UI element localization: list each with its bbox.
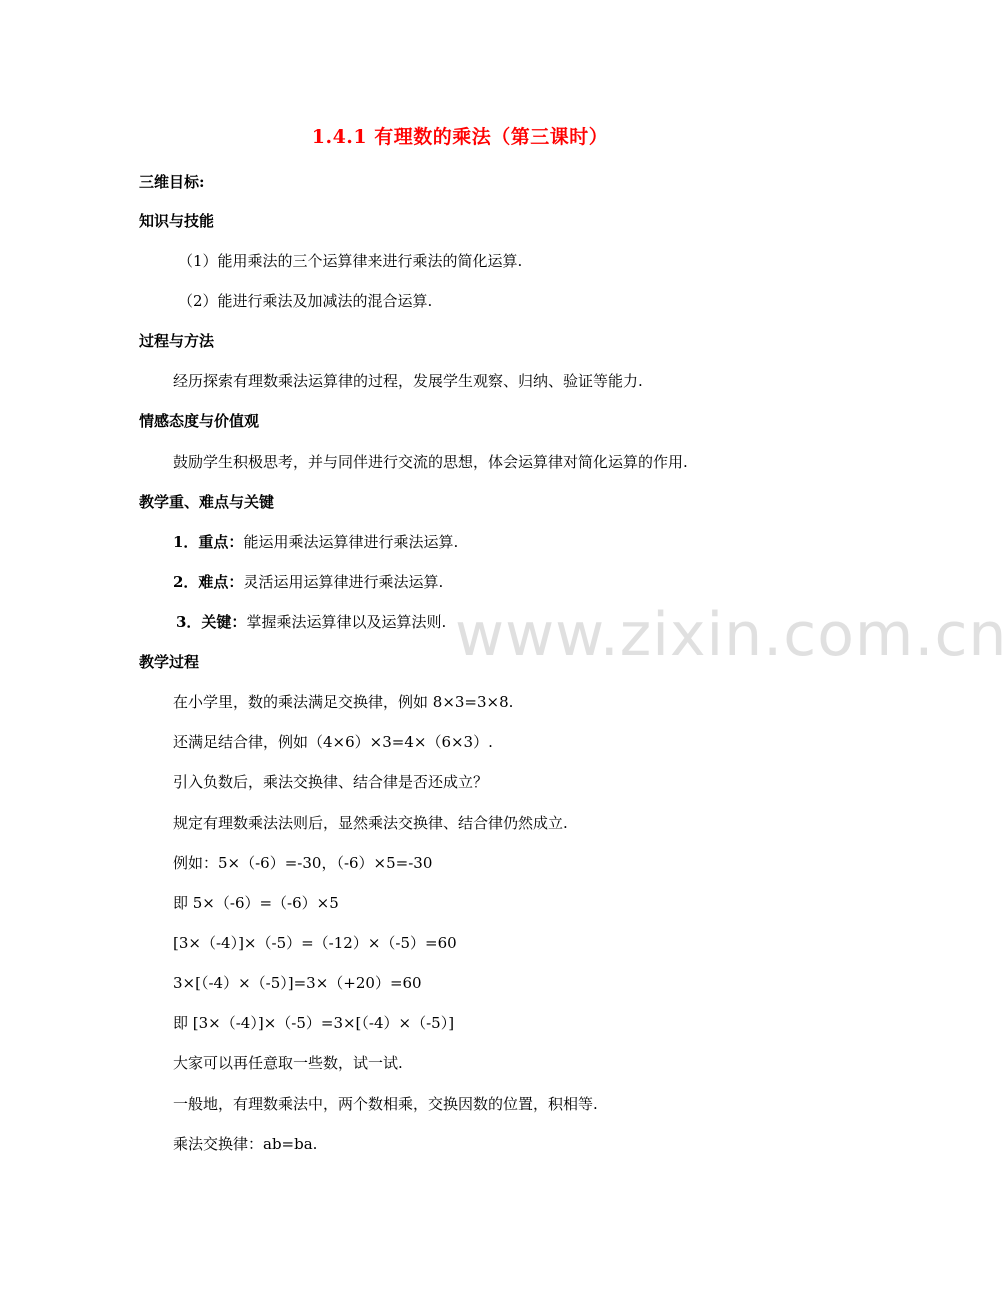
key-points-heading: 教学重、难点与关键 (139, 493, 275, 511)
teaching-line: 在小学里，数的乘法满足交换律，例如 8×3=3×8. (173, 693, 514, 711)
difficulty-point-label: 2．难点： (173, 573, 244, 591)
watermark-text: www.zixin.com.cn (455, 600, 1007, 670)
emotion-heading: 情感态度与价值观 (139, 412, 260, 430)
crux-point-item (176, 612, 446, 632)
teaching-line: [3×（-4）]×（-5）=（-12）×（-5）=60 (173, 934, 457, 952)
difficulty-point-text: 灵活运用运算律进行乘法运算. (243, 573, 444, 591)
teaching-line: 即 5×（-6）=（-6）×5 (173, 894, 339, 912)
teaching-line: 大家可以再任意取一些数，试一试. (173, 1054, 403, 1072)
difficulty-point-item (173, 572, 443, 592)
knowledge-item-1: （1）能用乘法的三个运算律来进行乘法的简化运算. (178, 252, 523, 270)
teaching-process-heading: 教学过程 (139, 653, 200, 671)
process-method-text: 经历探索有理数乘法运算律的过程，发展学生观察、归纳、验证等能力. (173, 372, 643, 390)
key-point-text: 能运用乘法运算律进行乘法运算. (243, 533, 459, 551)
key-point-item (173, 532, 458, 552)
knowledge-heading: 知识与技能 (139, 212, 215, 230)
teaching-line: 例如：5×（-6）=-30，（-6）×5=-30 (173, 854, 433, 872)
knowledge-item-2: （2）能进行乘法及加减法的混合运算. (178, 292, 433, 310)
document-title: 1.4.1 有理数的乘法（第三课时） (311, 126, 609, 148)
teaching-line: 引入负数后，乘法交换律、结合律是否还成立？ (173, 773, 489, 791)
teaching-line: 即 [3×（-4）]×（-5）=3×[（-4）×（-5）] (173, 1014, 455, 1032)
emotion-text: 鼓励学生积极思考，并与同伴进行交流的思想，体会运算律对简化运算的作用. (173, 453, 688, 471)
crux-point-text: 掌握乘法运算律以及运算法则. (246, 613, 447, 631)
teaching-line: 规定有理数乘法法则后，显然乘法交换律、结合律仍然成立. (173, 814, 568, 832)
teaching-line: 一般地，有理数乘法中，两个数相乘，交换因数的位置，积相等. (173, 1095, 598, 1113)
goals-heading: 三维目标: (139, 173, 205, 191)
teaching-line: 3×[（-4）×（-5）]=3×（+20）=60 (173, 974, 422, 992)
key-point-label: 1．重点： (173, 533, 244, 551)
teaching-line: 乘法交换律：ab=ba. (173, 1135, 318, 1153)
process-method-heading: 过程与方法 (139, 332, 215, 350)
teaching-line: 还满足结合律，例如（4×6）×3=4×（6×3）. (173, 733, 493, 751)
crux-point-label: 3．关键： (176, 613, 247, 631)
